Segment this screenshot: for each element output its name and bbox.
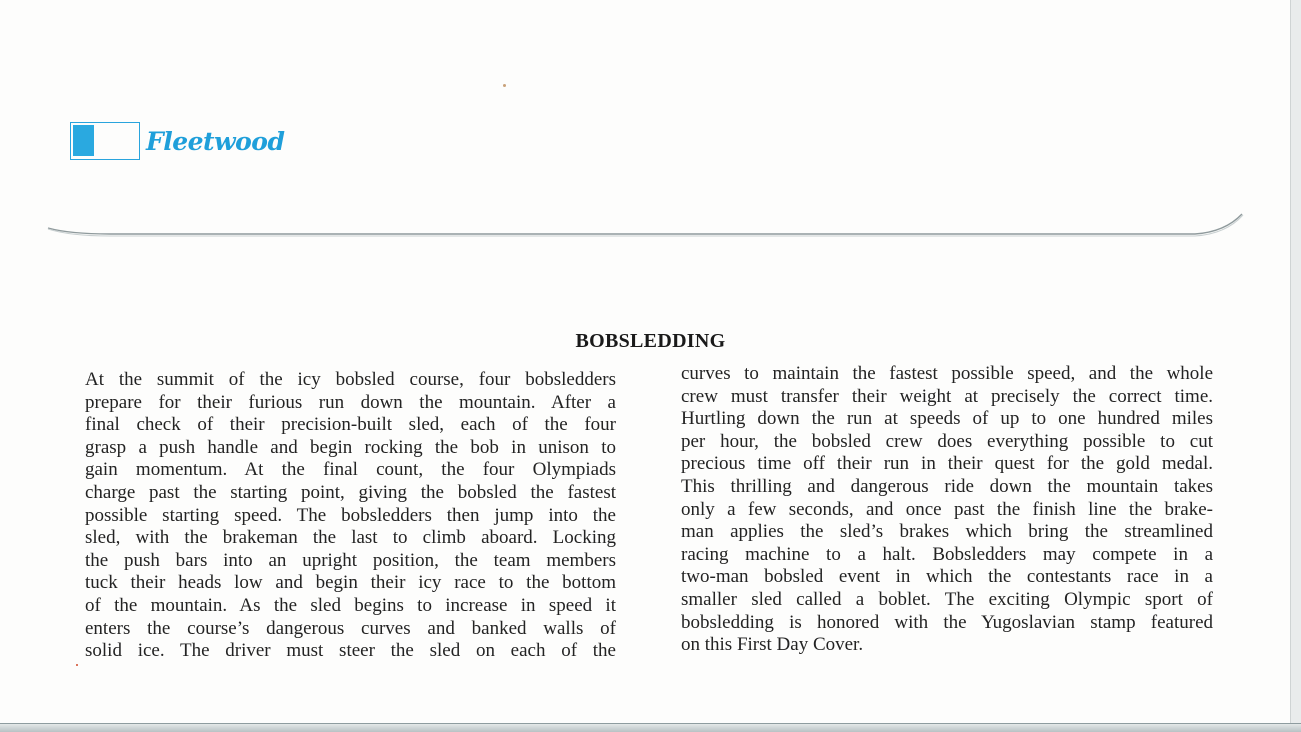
paper-speck [503,84,506,87]
fleetwood-logo [70,122,284,160]
text-line: man applies the sled’s brakes which bring the streamlined [681,521,1213,543]
text-line: curves to maintain the fastest possible speed, and the whole [681,363,1213,384]
text-line: bobsledding is honored with the Yugoslavian stamp featured [681,611,1213,633]
text-line: grasp a push handle and begin rocking the bob in unison to [85,436,616,458]
article-left-column [85,369,616,663]
text-line: racing machine to a halt. Bobsledders may compete in a [681,543,1213,565]
text-line: only a few seconds, and once past the finish line the brake- [681,498,1213,520]
text-line: charge past the starting point, giving the bobsled the fastest [85,481,616,503]
logo-mark-icon [70,122,140,160]
text-line: of the mountain. As the sled begins to increase in speed it [85,594,616,616]
text-line: At the summit of the icy bobsled course, four bobsledders [85,369,616,390]
text-line: sled, with the brakeman the last to climb aboard. Locking [85,527,616,549]
text-line: on this First Day Cover. [681,634,864,656]
paper-speck [76,664,78,666]
envelope-right-edge [1290,0,1301,732]
text-line: tuck their heads low and begin their icy race to the bottom [85,572,616,594]
article-title: BOBSLEDDING [575,330,726,352]
text-line: smaller sled called a boblet. The exciting Olympic sport of [681,588,1213,610]
text-line: final check of their precision-built sled, each of the four [85,414,616,436]
article-right-column [681,363,1213,657]
text-line: the push bars into an upright position, the team members [85,549,616,571]
text-line: per hour, the bobsled crew does everything possible to cut [681,430,1213,452]
text-line: gain momentum. At the final count, the four Olympiads [85,459,616,481]
text-line: This thrilling and dangerous ride down the mountain takes [681,475,1213,497]
text-line: prepare for their furious run down the mountain. After a [85,391,616,413]
logo-wordmark: Fleetwood [146,126,285,156]
text-line: Hurtling down the run at speeds of up to one hundred miles [681,408,1213,430]
envelope-bottom-edge [0,723,1301,732]
text-line: solid ice. The driver must steer the sled on each of the [85,640,616,662]
text-line: enters the course’s dangerous curves and banked walls of [85,617,616,639]
text-line: possible starting speed. The bobsledders then jump into the [85,504,616,526]
text-line: crew must transfer their weight at precisely the correct time. [681,385,1213,407]
text-line: two-man bobsled event in which the contestants race in a [681,566,1213,588]
text-line: precious time off their run in their quest for the gold medal. [681,453,1213,475]
